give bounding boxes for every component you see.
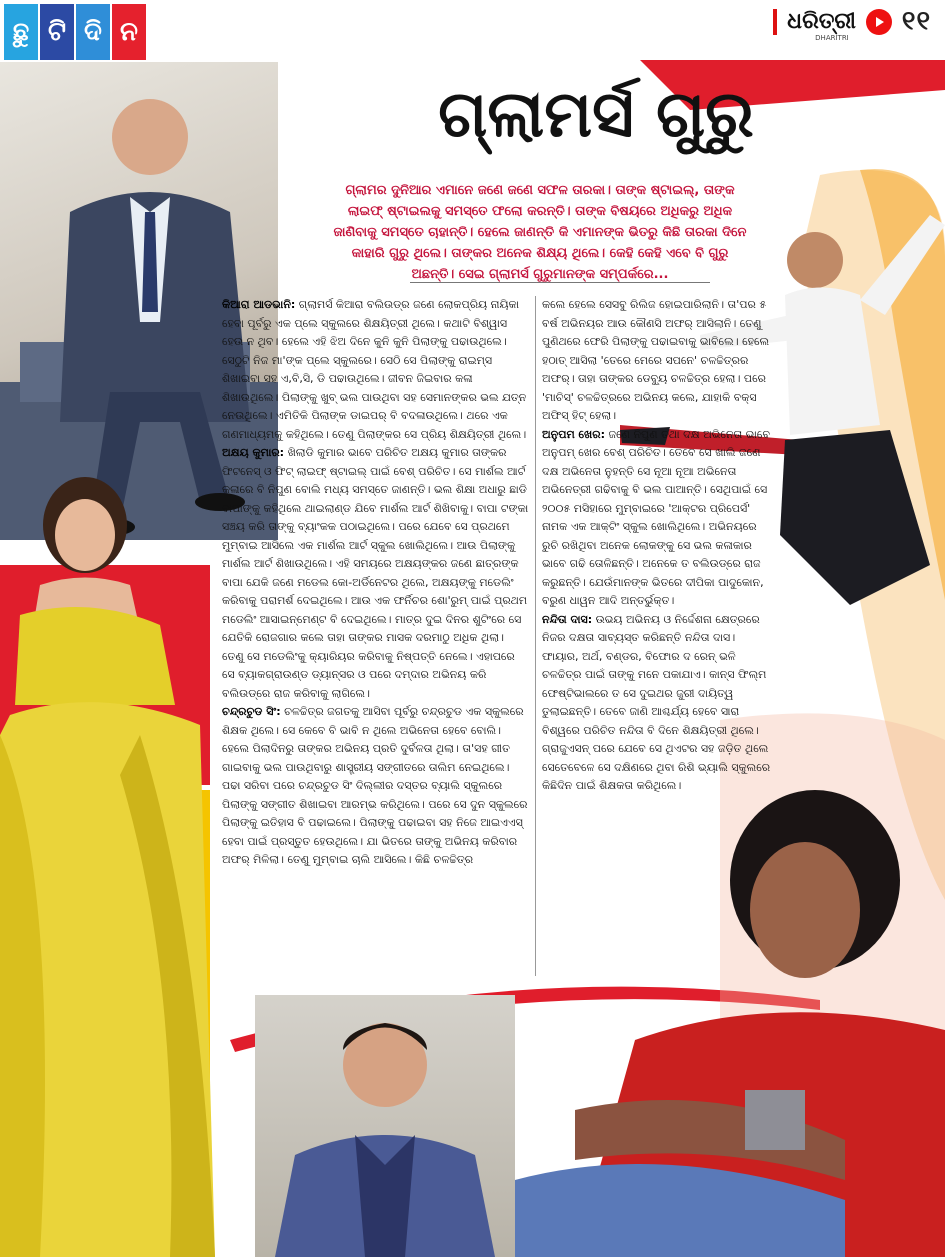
paragraph-nandita bbox=[542, 611, 772, 796]
name-kiara: କିଆରା ଆଡଭାନି: bbox=[222, 298, 296, 311]
article-column-2 bbox=[542, 296, 772, 796]
brand-divider bbox=[773, 9, 777, 35]
publication-name: ଧରିତ୍ରୀ bbox=[787, 9, 856, 34]
publication-sub: DHARITRI bbox=[815, 34, 849, 42]
paragraph-chandrachur-cont: କଲେ ହେଲେ ସେସବୁ ରିଲିଜ ହୋଇପାରିଲାନି। ତା'ପର ୫ ବର୍ଷ ଅଭିନୟର ଆଉ କୌଣସି ଅଫର୍ ଆସିଲାନି। ତେଣୁ ପୁଣିଥରେ ଫେରି ପିଲାଙ୍କୁ ପଢାଇବାକୁ ଭାବିଲେ। ହେଲେ ହଠାତ୍ ଆସିଲା 'ତେରେ ମେରେ ସପନେ' ଚଳଚ୍ଚିତ୍ରର ଅଫର୍। ତାହା ତାଙ୍କର ଡେବ୍ୟୁ ଚଳଚ୍ଚିତ୍ର ହେଲା। ପରେ 'ମାଚିସ୍' ଚଳଚ୍ଚିତ୍ରରେ ଅଭିନୟ କଲେ, ଯାହାକି ବକ୍ସ ଅଫିସ୍ ହିଟ୍ ହେଲା। bbox=[542, 298, 770, 422]
photo-nandita-das bbox=[515, 780, 945, 1257]
intro-paragraph: ଗ୍ଲାମର ଦୁନିଆର ଏମାନେ ଜଣେ ଜଣେ ସଫଳ ତାରକା। ତାଙ୍କ ଷ୍ଟାଇଲ୍, ତାଙ୍କ ଲାଇଫ୍ ଷ୍ଟାଇଲକୁ ସମସ୍ତେ ଫଲୋ କରନ୍ତି। ତାଙ୍କ ବିଷୟରେ ଅଧିକରୁ ଅଧିକ ଜାଣିବାକୁ ସମସ୍ତେ ଚାହାନ୍ତି। ହେଲେ ଜାଣନ୍ତି କି ଏମାନଙ୍କ ଭିତରୁ କିଛି ତାରକା ଦିନେ କାହାରି ଗୁରୁ ଥିଲେ। ତାଙ୍କର ଅନେକ ଶିକ୍ଷ୍ୟ ଥିଲେ। କେହି କେହି ଏବେ ବି ଗୁରୁ ଅଛନ୍ତି। ସେଇ ଗ୍ଲାମର୍ସ ଗୁରୁମାନଙ୍କ ସମ୍ପର୍କରେ... bbox=[333, 183, 747, 282]
text-akshay: ଖିଲାଡି କୁମାର ଭାବେ ପରିଚିତ ଅକ୍ଷୟ କୁମାର ତାଙ୍କର ଫିଟନେସ୍ ଓ ଫିଟ୍ ଲାଇଫ୍ ଷ୍ଟାଇଲ୍ ପାଇଁ ବେଶ୍ ପରିଚିତ। ସେ ମାର୍ଶଲ ଆର୍ଟ କଳାରେ ବି ନିପୁଣ ବୋଲି ମଧ୍ୟ ସମସ୍ତେ ଜାଣନ୍ତି। ଭଲ ଶିକ୍ଷା ଅଧାରୁ ଛାଡି ବାପାଙ୍କୁ କହିଥିଲେ ଥାଇଲାଣ୍ଡ ଯିବେ ମାର୍ଶଲ ଆର୍ଟ ଶିଖିବାକୁ। ବାପା ଟଙ୍କା ସଞ୍ଚୟ କରି ତାଙ୍କୁ ବ୍ୟାଂକକ ପଠାଇଥିଲେ। ପରେ ଯେବେ ସେ ପ୍ରଥମେ ମୁମ୍ବାଇ ଆସିଲେ ଏକ ମାର୍ଶଲ ଆର୍ଟ ସ୍କୁଲ ଖୋଲିଥିଲେ। ଆଉ ପିଲାଙ୍କୁ ମାର୍ଶଲ ଆର୍ଟ ଶିଖାଉଥିଲେ। ଏହି ସମୟରେ ଅକ୍ଷୟଙ୍କର ଜଣେ ଛାତ୍ରଙ୍କ ବାପା ଯେକି ଜଣେ ମଡେଲ କୋ-ଅର୍ଡିନେଟର ଥିଲେ, ଅକ୍ଷୟଙ୍କୁ ମଡେଲିଂ କରିବାକୁ ପରାମର୍ଶ ଦେଇଥିଲେ। ଆଉ ଏକ ଫର୍ନିଚର ଶୋ'ରୁମ୍ ପାଇଁ ପ୍ରଥମ ମଡେଲିଂ ଆସାଇନ୍‌ମେଣ୍ଟ ବି ଦେଇଥିଲେ। ମାତ୍ର ଦୁଇ ଦିନର ଶୁଟିଂରେ ସେ ଯେତିକି ରୋଜଗାର କଲେ ତାହା ତାଙ୍କର ମାସକ ଦରମାଠୁ ଅଧିକ ଥିଲା। ତେଣୁ ସେ ମଡେଲିଂକୁ କ୍ୟାରିୟର କରିବାକୁ ନିଷ୍ପତ୍ତି ନେଲେ। ଏହାପରେ ସେ ବ୍ୟାକଗ୍ରାଉଣ୍ଡ ଡ୍ୟାନ୍ସର ଓ ପରେ ଦମ୍ଦାର ଅଭିନୟ କରି ବଲିଉଡ୍‌ରେ ରାଜ କରିବାକୁ ଲାଗିଲେ। bbox=[222, 446, 529, 700]
section-tile-2: ଟି bbox=[40, 4, 74, 60]
photo-kiara-advani bbox=[0, 475, 215, 1257]
paragraph-anupam bbox=[542, 426, 772, 611]
section-tile-1: ଛୁ bbox=[4, 4, 38, 60]
intro-divider bbox=[410, 282, 710, 283]
paragraph-kiara bbox=[222, 296, 529, 444]
play-icon bbox=[866, 9, 892, 35]
page-header bbox=[0, 0, 945, 62]
section-tile-3: ଦି bbox=[76, 4, 110, 60]
paragraph-chandrachur bbox=[222, 703, 529, 870]
publication-brand bbox=[773, 6, 931, 42]
paragraph-akshay bbox=[222, 444, 529, 703]
page-number: ୧୧ bbox=[901, 6, 931, 36]
text-anupam: ଜଣେ ନିପୁଣ ତଥା ଦକ୍ଷ ଅଭିନେତା ଭାବେ ଅନୁପମ୍ ଖେର ବେଶ୍ ପରିଚିତ। ତେବେ ସେ ଖାଲି ଜଣେ ଦକ୍ଷ ଅଭିନେତା ନୁହନ୍ତି ସେ ନୂଆ ନୂଆ ଅଭିନେତା ଅଭିନେତ୍ରୀ ଗଢିବାକୁ ବି ଭଲ ପାଆନ୍ତି। ସେଥିପାଇଁ ସେ ୨୦୦୫ ମସିହାରେ ମୁମ୍ବାଇରେ 'ଆକ୍ଟର ପ୍ରିପେର୍ସ' ନାମକ ଏକ ଆକ୍ଟିଂ ସ୍କୁଲ ଖୋଲିଥିଲେ। ଅଭିନୟରେ ରୁଚି ରଖିଥିବା ଅନେକ ଲୋକଙ୍କୁ ସେ ଭଲ କଳାକାର ଭାବେ ଗଢି ତୋଳିଛନ୍ତି। ଅନେକେ ତ ବଲିଉଡ୍‌ରେ ରାଜ କରୁଛନ୍ତି। ଯେଉଁମାନଙ୍କ ଭିତରେ ଦୀପିକା ପାଦୁକୋନ, ବରୁଣ ଧାୱନ ଆଦି ଅନ୍ତର୍ଭୁକ୍ତ। bbox=[542, 427, 770, 607]
photo-chandrachur-singh bbox=[255, 995, 515, 1257]
name-akshay: ଅକ୍ଷୟ କୁମାର: bbox=[222, 446, 285, 459]
column-separator bbox=[535, 296, 536, 976]
name-nandita: ନନ୍ଦିତା ଦାସ: bbox=[542, 612, 593, 626]
headline-title: ଗ୍ଲାମର୍ସ ଗୁରୁ bbox=[438, 76, 754, 152]
text-chandrachur: ଚଳଚ୍ଚିତ୍ର ଜଗତକୁ ଆସିବା ପୂର୍ବରୁ ଚନ୍ଦ୍ରଚୁଡ ଏକ ସ୍କୁଲରେ ଶିକ୍ଷକ ଥିଲେ। ସେ କେବେ ବି ଭାବି ନ ଥିଲେ ଅଭିନେତା ହେବେ ବୋଲି। ହେଲେ ପିଲାଦିନରୁ ତାଙ୍କର ଅଭିନୟ ପ୍ରତି ଦୁର୍ବଳତା ଥିଲା। ତା'ସହ ଗୀତ ଗାଇବାକୁ ଭଲ ପାଉଥିବାରୁ ଶାସ୍ତ୍ରୀୟ ସଙ୍ଗୀତରେ ତାଲିମ ନେଇଥିଲେ। ପଢା ସରିବା ପରେ ଚନ୍ଦ୍ରଚୁଡ ସିଂ ଦିଲ୍ଲୀର ଦସ୍ତର ବ୍ୟାଲି ସ୍କୁଲରେ ପିଲାଙ୍କୁ ସଙ୍ଗୀତ ଶିଖାଇବା ଆରମ୍ଭ କରିଥିଲେ। ପରେ ସେ ଦୁନ ସ୍କୁଲରେ ପିଲାଙ୍କୁ ଇତିହାସ ବି ପଢାଇଲେ। ପିଲାଙ୍କୁ ପଢାଇବା ସହ ନିଜେ ଆଇଏଏସ୍ ହେବା ପାଇଁ ପ୍ରସ୍ତୁତ ହେଉଥିଲେ। ଯା ଭିତରେ ତାଙ୍କୁ ଅଭିନୟ କରିବାର ଅଫର୍ ମିଳିଲା। ତେଣୁ ମୁମ୍ବାଇ ଚାଲି ଆସିଲେ। କିଛି ଚଳଚ୍ଚିତ୍ର bbox=[222, 705, 528, 866]
name-chandrachur: ଚନ୍ଦ୍ରଚୁଡ ସିଂ: bbox=[222, 705, 281, 718]
text-kiara: ଗ୍ଲାମର୍ସ କିଆରା ବଲିଉଡ୍‌ର ଜଣେ ଲୋକପ୍ରିୟ ନାୟିକା ହେବା ପୂର୍ବରୁ ଏକ ପ୍ଲେ ସ୍କୁଲରେ ଶିକ୍ଷୟିତ୍ରୀ ଥିଲେ। କଥାଟି ବିଶ୍ୱାସ ହେଉ ନ ଥିବ। ହେଲେ ଏହି ଝିଅ ଦିନେ କୁନି କୁନି ପିଲାଙ୍କୁ ପଢାଉଥିଲେ। ସେଠୁଟି ନିଜ ମା'ଙ୍କ ପ୍ଲେ ସ୍କୁଲରେ। ସେଠି ସେ ପିଲାଙ୍କୁ ରାଇମ୍ସ ଶିଖାଇବା ସହ ଏ,ବି,ସି, ଡି ପଢାଉଥିଲେ। ଜୀବନ ଜିଇବାର କଳା ଶିଖାଉଥିଲେ। ପିଲାଙ୍କୁ ଖୁବ୍ ଭଲ ପାଉଥିବା ସହ ସେମାନଙ୍କର ଭଲ ଯତ୍ନ ନେଉଥିଲେ। ଏମିତିକି ପିଲାଙ୍କ ଡାଇପର୍ ବି ବଦଳାଉଥିଲେ। ଥରେ ଏକ ଗଣମାଧ୍ୟମକୁ କହିଥିଲେ। ତେଣୁ ପିଲାଙ୍କର ସେ ପ୍ରିୟ ଶିକ୍ଷୟିତ୍ରୀ ଥିଲେ। bbox=[222, 298, 527, 441]
section-tile-4: ନ bbox=[112, 4, 146, 60]
article-column-1 bbox=[222, 296, 529, 870]
name-anupam: ଅନୁପମ ଖେର: bbox=[542, 427, 606, 441]
text-nandita: ଉଭୟ ଅଭିନୟ ଓ ନିର୍ଦ୍ଦେଶନା କ୍ଷେତ୍ରରେ ନିଜର ଦକ୍ଷତା ସାବ୍ୟସ୍ତ କରିଛନ୍ତି ନନ୍ଦିତା ଦାସ। ଫାୟାର, ଅର୍ଥ, ବଣ୍ଡର, ବିଫୋର ଦ ରେନ୍ ଭଳି ଚଳଚ୍ଚିତ୍ର ପାଇଁ ତାଙ୍କୁ ମନେ ପକାଯାଏ। କାନ୍ସ ଫିଲ୍ମ ଫେଷ୍ଟିଭାଲରେ ତ ସେ ଦୁଇଥର ଜୁରୀ ଦାୟିତ୍ୱ ତୁଲାଇଛନ୍ତି। ତେବେ ଜାଣି ଆଶ୍ଚର୍ଯ୍ୟ ହେବେ ସାରା ବିଶ୍ୱରେ ପରିଚିତ ନନ୍ଦିତା ବି ଦିନେ ଶିକ୍ଷୟିତ୍ରୀ ଥିଲେ। ଗ୍ରାଜୁଏସନ୍ ପରେ ଯେବେ ସେ ଥିଏଟର ସହ ଜଡ଼ିତ ଥିଲେ ସେତେବେଳେ ସେ ଦକ୍ଷିଣରେ ଥିବା ରିଶି ଭ୍ୟାଲି ସ୍କୁଲରେ କିଛିଦିନ ପାଇଁ ଶିକ୍ଷକତା କରିଥିଲେ। bbox=[542, 612, 771, 792]
